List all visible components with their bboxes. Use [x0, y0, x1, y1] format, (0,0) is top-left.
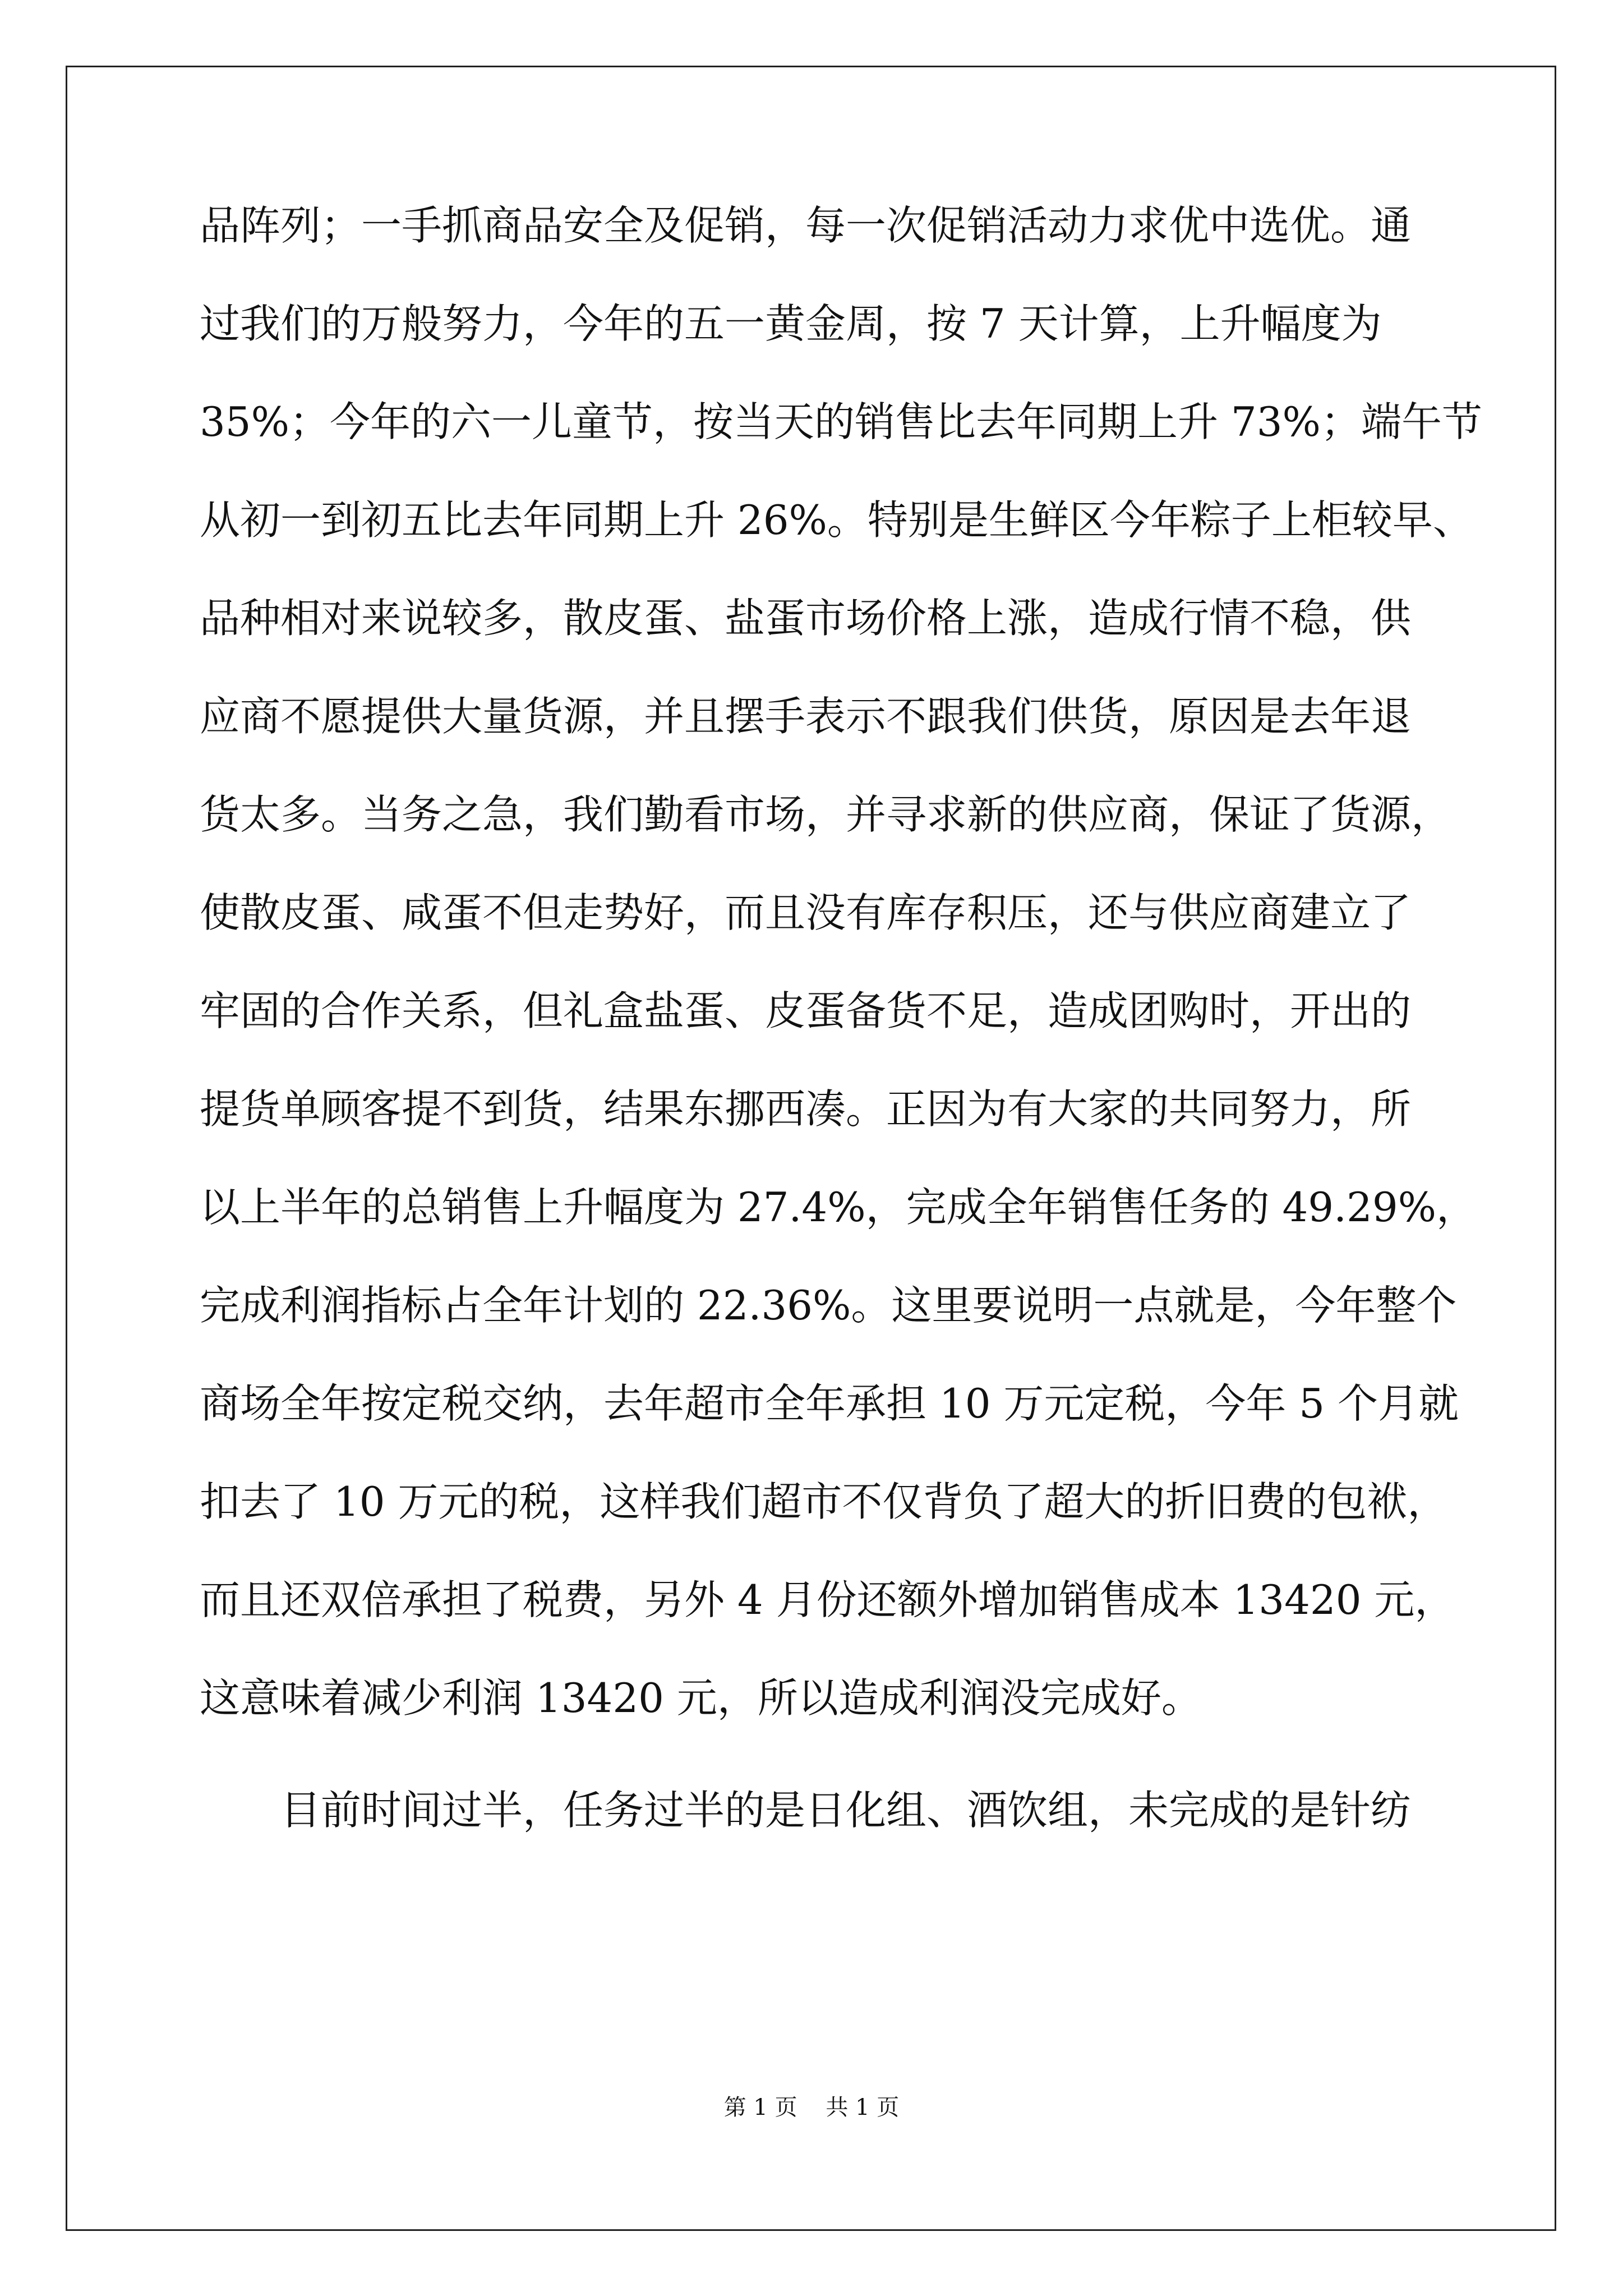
body-line: 完成利润指标占全年计划的 22.36%。这里要说明一点就是，今年整个 [200, 1282, 1457, 1329]
body-line: 货太多。当务之急，我们勤看市场，并寻求新的供应商，保证了货源， [200, 791, 1452, 838]
paragraph-start-line: 目前时间过半，任务过半的是日化组、酒饮组，未完成的是针纺 [280, 1787, 1412, 1834]
body-line: 提货单顾客提不到货，结果东挪西凑。正因为有大家的共同努力，所 [200, 1085, 1412, 1133]
body-line: 而且还双倍承担了税费，另外 4 月份还额外增加销售成本 13420 元， [200, 1576, 1455, 1623]
body-line: 35%；今年的六一儿童节，按当天的销售比去年同期上升 73%；端午节 [200, 398, 1482, 445]
body-line: 品种相对来说较多，散皮蛋、盐蛋市场价格上涨，造成行情不稳，供 [200, 595, 1412, 642]
body-line: 这意味着减少利润 13420 元，所以造成利润没完成好。 [200, 1674, 1202, 1722]
page-border [66, 66, 1556, 2231]
page-number-footer: 第 1 页 共 1 页 [723, 2095, 900, 2120]
body-line: 品阵列；一手抓商品安全及促销，每一次促销活动力求优中选优。通 [200, 202, 1412, 249]
body-line: 使散皮蛋、咸蛋不但走势好，而且没有库存积压，还与供应商建立了 [200, 889, 1412, 936]
body-line: 应商不愿提供大量货源，并且摆手表示不跟我们供货，原因是去年退 [200, 693, 1412, 740]
body-line: 牢固的合作关系，但礼盒盐蛋、皮蛋备货不足，造成团购时，开出的 [200, 987, 1412, 1034]
body-line: 扣去了 10 万元的税，这样我们超市不仅背负了超大的折旧费的包袱， [200, 1478, 1448, 1525]
body-line: 从初一到初五比去年同期上升 26%。特别是生鲜区今年粽子上柜较早、 [200, 496, 1473, 544]
body-line: 商场全年按定税交纳，去年超市全年承担 10 万元定税，今年 5 个月就 [200, 1380, 1459, 1427]
body-line: 过我们的万般努力，今年的五一黄金周，按 7 天计算，上升幅度为 [200, 300, 1382, 347]
body-line: 以上半年的总销售上升幅度为 27.4%，完成全年销售任务的 49.29%， [200, 1184, 1477, 1231]
